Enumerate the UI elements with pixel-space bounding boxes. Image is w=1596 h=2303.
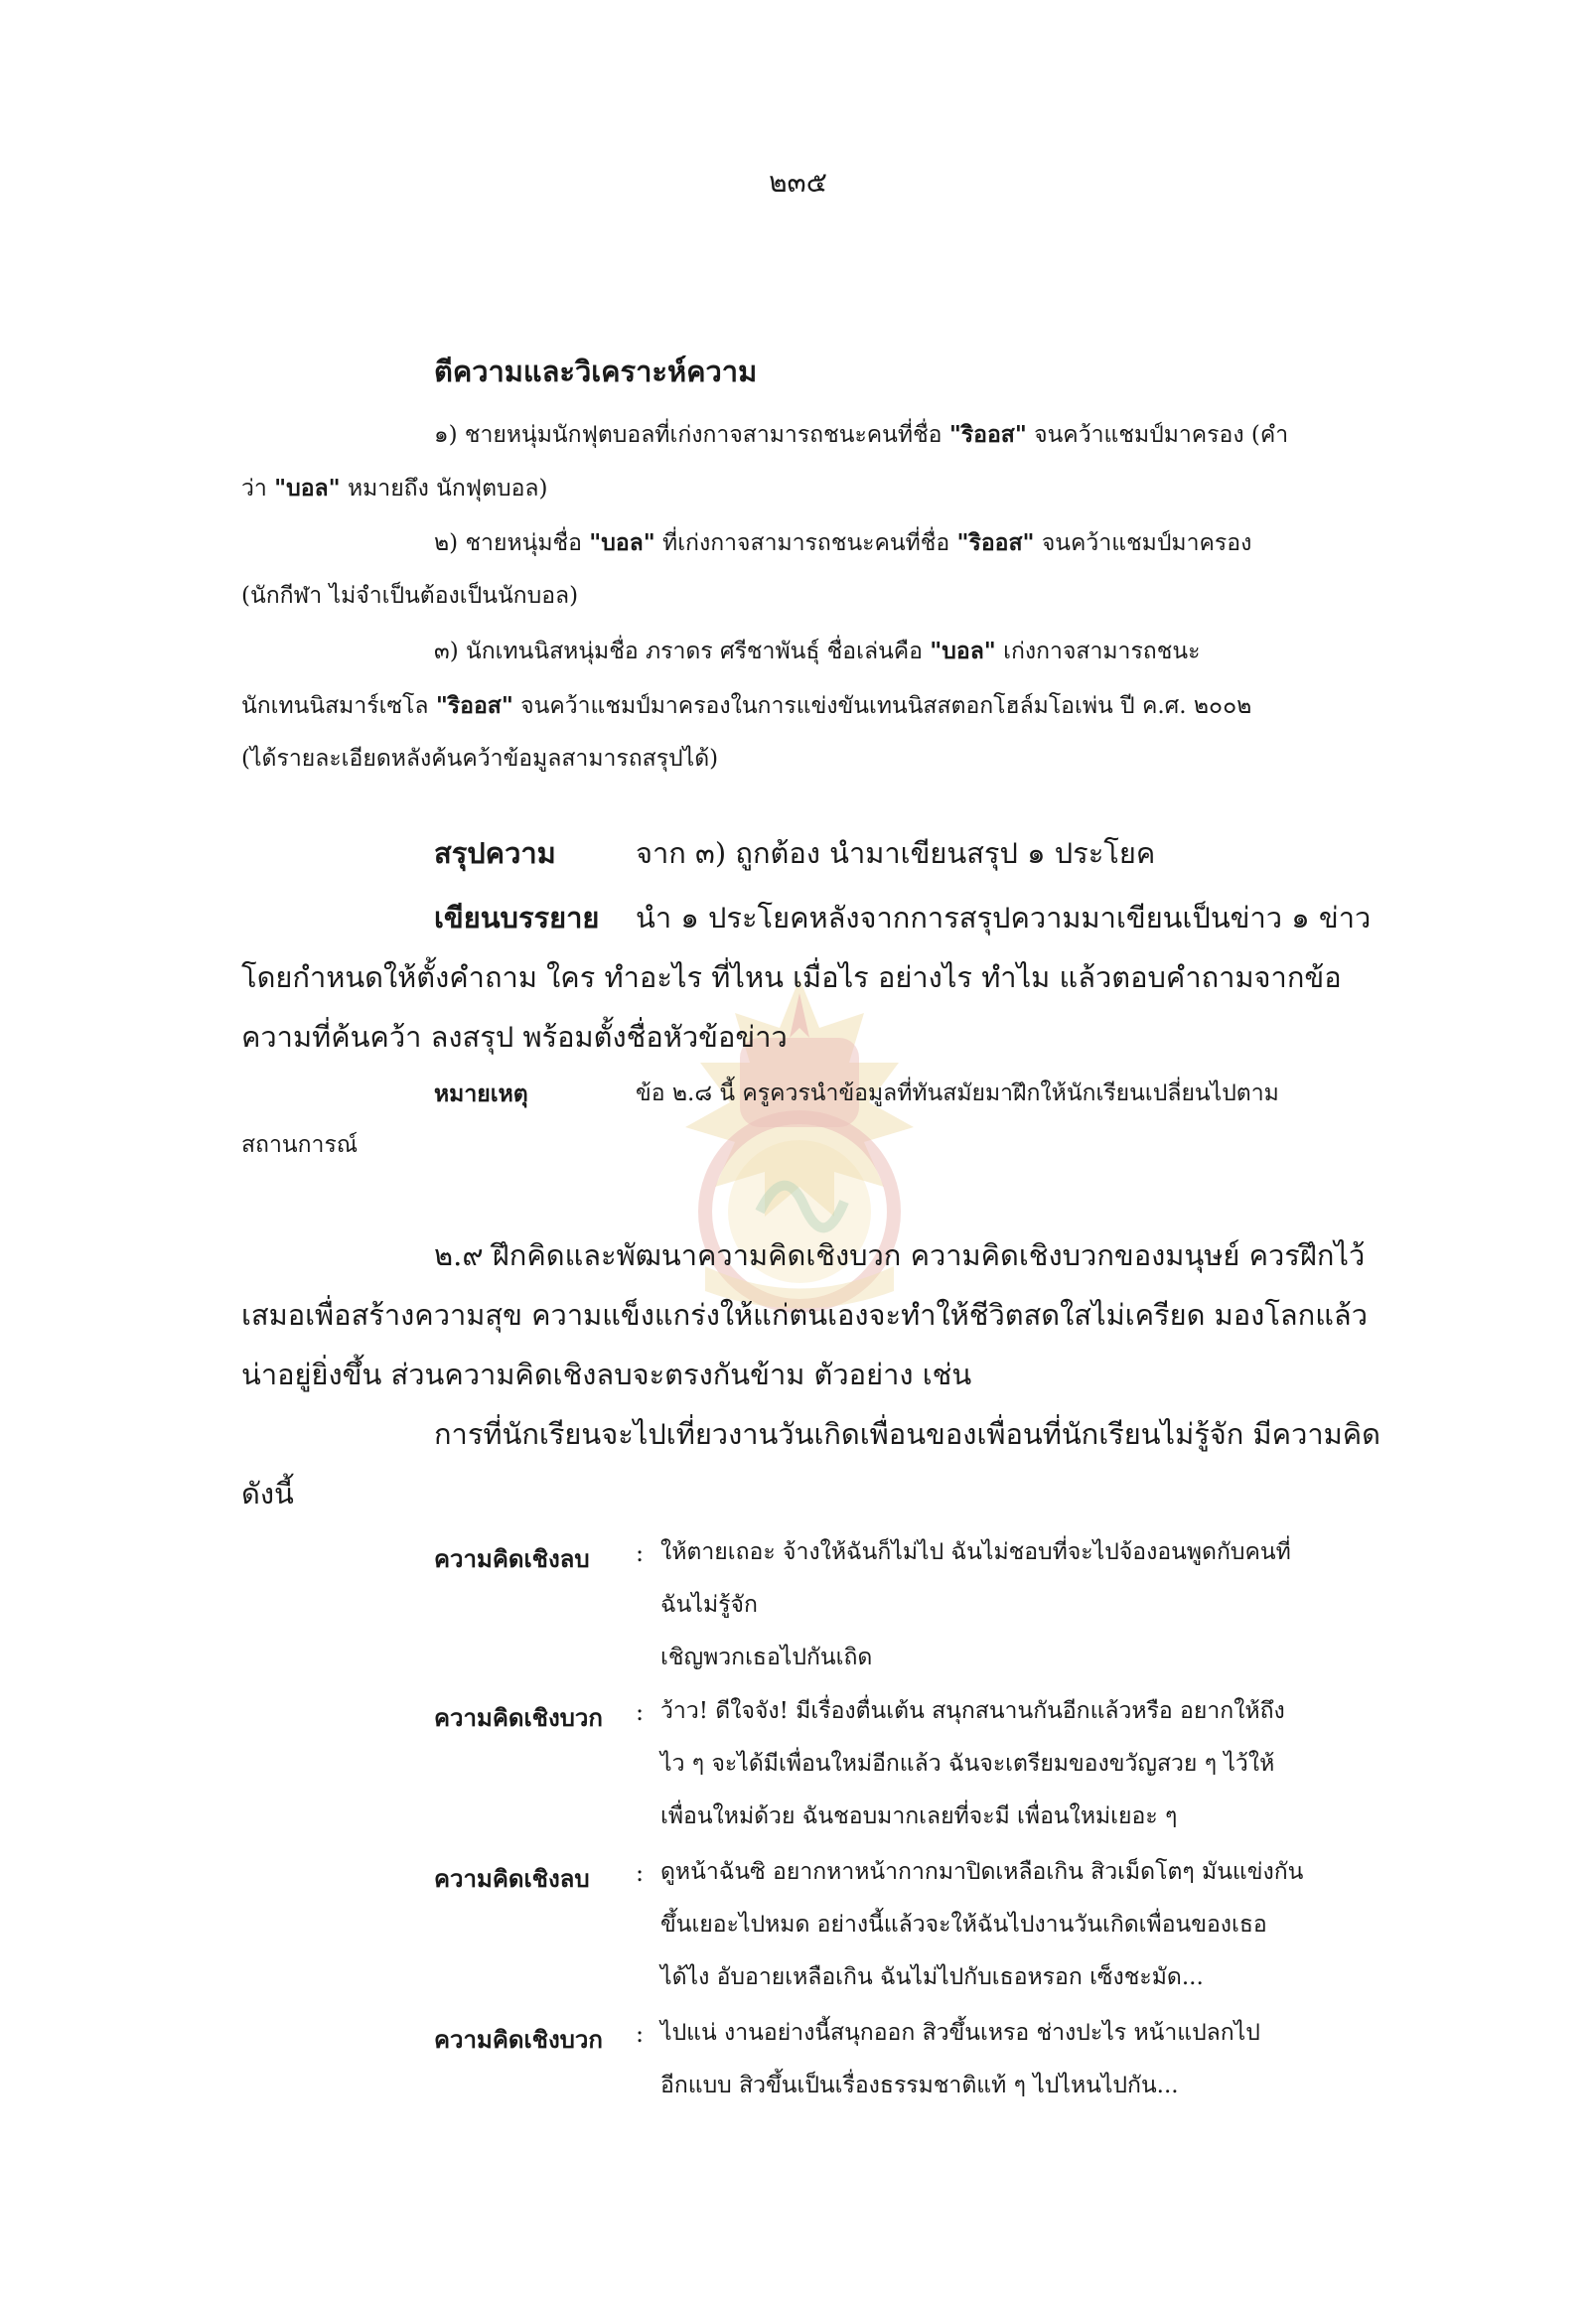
page-number: ๒๓๕ bbox=[769, 166, 827, 199]
section-29-line-4: การที่นักเรียนจะไปเที่ยวงานวันเกิดเพื่อนของเพื่อนที่นักเรียนไม่รู้จัก มีความคิด bbox=[434, 1417, 1380, 1451]
example-1-colon: : bbox=[636, 1539, 645, 1567]
example-4-label: ความคิดเชิงบวก bbox=[434, 2025, 603, 2054]
example-4-line-2: อีกแบบ สิวขึ้นเป็นเรื่องธรรมชาติแท้ ๆ ไปไหนไปกัน... bbox=[660, 2073, 1179, 2098]
section-29-line-2: เสมอเพื่อสร้างความสุข ความแข็งแกร่งให้แก่ตนเองจะทำให้ชีวิตสดใสไม่เครียด มองโลกแล้ว bbox=[241, 1298, 1368, 1332]
example-4-line-1: ไปแน่ งานอย่างนี้สนุกออก สิวขึ้นเหรอ ช่างปะไร หน้าแปลกไป bbox=[660, 2020, 1260, 2046]
note-line-1: ข้อ ๒.๘ นี้ ครูควรนำข้อมูลที่ทันสมัยมาฝึกให้นักเรียนเปลี่ยนไปตาม bbox=[636, 1080, 1279, 1106]
example-3-line-1: ดูหน้าฉันซิ อยากหาหน้ากากมาปิดเหลือเกิน สิวเม็ดโตๆ มันแข่งกัน bbox=[660, 1859, 1304, 1885]
example-2-line-3: เพื่อนใหม่ด้วย ฉันชอบมากเลยที่จะมี เพื่อนใหม่เยอะ ๆ bbox=[660, 1803, 1178, 1829]
summary-label: สรุปความ bbox=[434, 836, 556, 870]
example-3-line-3: ได้ไง อับอายเหลือเกิน ฉันไม่ไปกับเธอหรอก เซ็งชะมัด... bbox=[660, 1964, 1204, 1990]
example-3-label: ความคิดเชิงลบ bbox=[434, 1864, 590, 1893]
item-3-line-3: (ได้รายละเอียดหลังค้นคว้าข้อมูลสามารถสรุปได้) bbox=[241, 746, 719, 772]
item-2-line-1: ๒) ชายหนุ่มชื่อ "บอล" ที่เก่งกาจสามารถชนะคนที่ชื่อ "ริออส" จนคว้าแชมป์มาครอง bbox=[434, 529, 1252, 556]
section-heading: ตีความและวิเคราะห์ความ bbox=[434, 355, 758, 388]
narrative-line-2: โดยกำหนดให้ตั้งคำถาม ใคร ทำอะไร ที่ไหน เมื่อไร อย่างไร ทำไม แล้วตอบคำถามจากข้อ bbox=[241, 960, 1342, 994]
example-1-line-1: ให้ตายเถอะ จ้างให้ฉันก็ไม่ไป ฉันไม่ชอบที่จะไปจ้องอนพูดกับคนที่ bbox=[660, 1539, 1291, 1565]
example-3-line-2: ขึ้นเยอะไปหมด อย่างนี้แล้วจะให้ฉันไปงานวันเกิดเพื่อนของเธอ bbox=[660, 1912, 1267, 1938]
item-2-line-2: (นักกีฬา ไม่จำเป็นต้องเป็นนักบอล) bbox=[241, 583, 579, 609]
example-2-label: ความคิดเชิงบวก bbox=[434, 1703, 603, 1732]
summary-text: จาก ๓) ถูกต้อง นำมาเขียนสรุป ๑ ประโยค bbox=[636, 836, 1156, 870]
narrative-line-1: นำ ๑ ประโยคหลังจากการสรุปความมาเขียนเป็นข่าว ๑ ข่าว bbox=[636, 901, 1372, 935]
example-1-line-2: ฉันไม่รู้จัก bbox=[660, 1592, 758, 1618]
item-1-line-1: ๑) ชายหนุ่มนักฟุตบอลที่เก่งกาจสามารถชนะคนที่ชื่อ "ริออส" จนคว้าแชมป์มาครอง (คำ bbox=[434, 421, 1289, 448]
note-label: หมายเหตุ bbox=[434, 1080, 528, 1107]
example-1-line-3: เชิญพวกเธอไปกันเถิด bbox=[660, 1645, 873, 1670]
item-3-line-2: นักเทนนิสมาร์เซโล "ริออส" จนคว้าแชมป์มาครองในการแข่งขันเทนนิสสตอกโฮล์มโอเพ่น ปี ค.ศ. ๒๐๐๒ bbox=[241, 692, 1252, 719]
example-1-label: ความคิดเชิงลบ bbox=[434, 1544, 590, 1573]
example-2-colon: : bbox=[636, 1698, 645, 1726]
example-4-colon: : bbox=[636, 2020, 645, 2048]
section-29-line-1: ๒.๙ ฝึกคิดและพัฒนาความคิดเชิงบวก ความคิดเชิงบวกของมนุษย์ ควรฝึกไว้ bbox=[434, 1238, 1366, 1272]
narrative-line-3: ความที่ค้นคว้า ลงสรุป พร้อมตั้งชื่อหัวข้อข่าว bbox=[241, 1020, 788, 1054]
item-3-line-1: ๓) นักเทนนิสหนุ่มชื่อ ภราดร ศรีชาพันธุ์ ชื่อเล่นคือ "บอล" เก่งกาจสามารถชนะ bbox=[434, 638, 1201, 664]
section-29-line-3: น่าอยู่ยิ่งขึ้น ส่วนความคิดเชิงลบจะตรงกันข้าม ตัวอย่าง เช่น bbox=[241, 1358, 972, 1391]
section-29-line-5: ดังนี้ bbox=[241, 1477, 294, 1511]
note-line-2: สถานการณ์ bbox=[241, 1132, 359, 1158]
narrative-label: เขียนบรรยาย bbox=[434, 901, 600, 935]
example-2-line-2: ไว ๆ จะได้มีเพื่อนใหม่อีกแล้ว ฉันจะเตรียมของขวัญสวย ๆ ไว้ให้ bbox=[660, 1751, 1275, 1777]
example-3-colon: : bbox=[636, 1859, 645, 1887]
example-2-line-1: ว้าว! ดีใจจัง! มีเรื่องตื่นเต้น สนุกสนานกันอีกแล้วหรือ อยากให้ถึง bbox=[660, 1698, 1285, 1724]
item-1-line-2: ว่า "บอล" หมายถึง นักฟุตบอล) bbox=[241, 475, 548, 502]
